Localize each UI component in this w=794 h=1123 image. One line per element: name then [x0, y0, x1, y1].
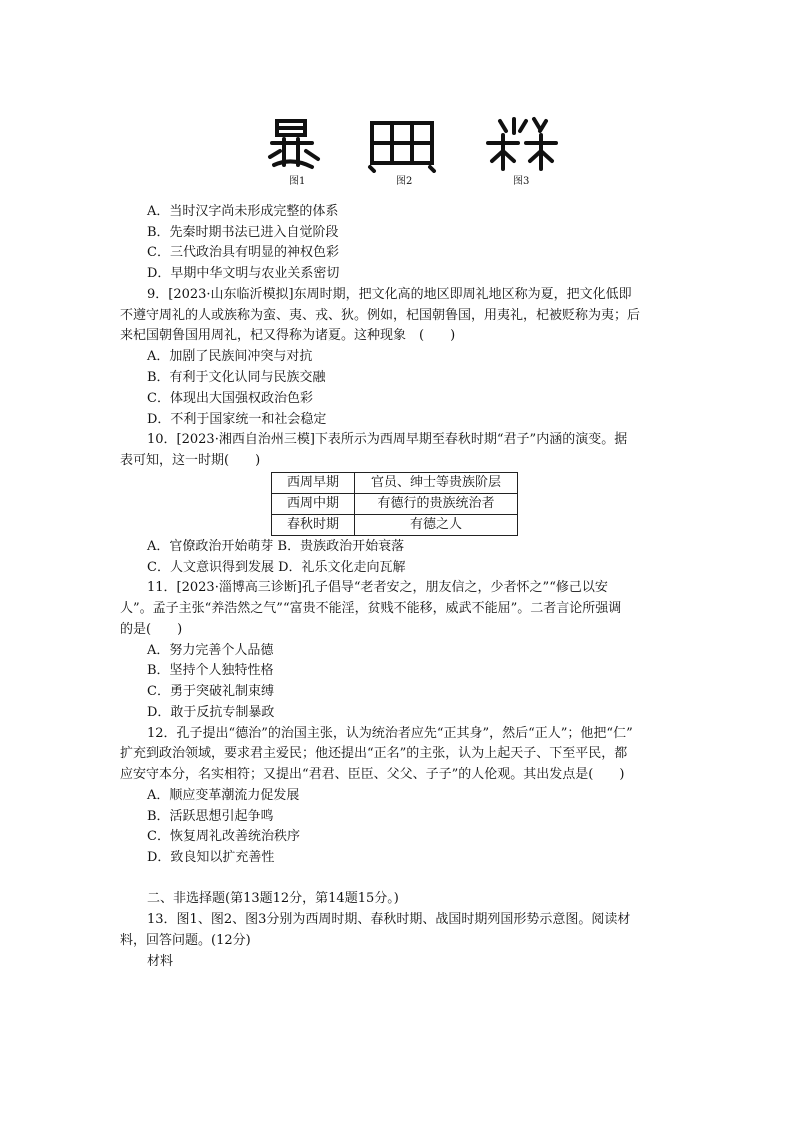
- q11-stem-line-3: 的是( ): [120, 622, 183, 637]
- meaning-cell: 有德之人: [355, 515, 518, 536]
- q12-option-d: D．致良知以扩充善性: [147, 850, 275, 865]
- meaning-cell: 有德行的贵族统治者: [355, 494, 518, 515]
- period-cell: 春秋时期: [272, 515, 355, 536]
- q10-options-ab: A．官僚政治开始萌芽 B．贵族政治开始衰落: [147, 539, 405, 554]
- q12-stem-line-3: 应安守本分，名实相符；又提出“君君、臣臣、父父、子子”的人伦观。其出发点是( ): [120, 767, 625, 782]
- q12-option-b: B．活跃思想引起争鸣: [147, 809, 274, 824]
- q12-option-c: C．恢复周礼改善统治秩序: [147, 829, 300, 844]
- section-2-heading: 二、非选择题(第13题12分，第14题15分。): [147, 891, 399, 906]
- q11-option-b: B．坚持个人独特性格: [147, 663, 274, 678]
- figure-1-label: 图1: [289, 176, 306, 187]
- ancient-script-drawing: [262, 113, 572, 173]
- table-row: [272, 515, 518, 536]
- q12-option-a: A．顺应变革潮流力促发展: [147, 788, 300, 803]
- q9-stem-line-3: 来杞国朝鲁国用周礼，杞又得称为诸夏。这种现象 ( ): [120, 328, 456, 343]
- figure-1-glyph: [270, 121, 318, 167]
- q9-option-d: D．不利于国家统一和社会稳定: [147, 412, 327, 427]
- q11-stem-line-2: 人”。孟子主张“养浩然之气”“富贵不能淫，贫贱不能移，威武不能屈”。二者言论所强调: [120, 601, 622, 616]
- table-row: [272, 494, 518, 515]
- figure-2-label: 图2: [396, 176, 413, 187]
- material-label: 材料: [147, 954, 174, 969]
- q11-stem-line-1: 11．[2023·淄博高三诊断]孔子倡导“老者安之，朋友信之，少者怀之”“修己以安: [147, 580, 608, 595]
- q9-stem-line-1: 9．[2023·山东临沂模拟]东周时期，把文化高的地区即周礼地区称为夏，把文化低即: [147, 287, 632, 302]
- q11-option-d: D．敢于反抗专制暴政: [147, 705, 275, 720]
- q9-option-a: A．加剧了民族间冲突与对抗: [147, 349, 313, 364]
- q8-option-d: D．早期中华文明与农业关系密切: [147, 266, 340, 281]
- q13-stem-line-1: 13．图1、图2、图3分别为西周时期、春秋时期、战国时期列国形势示意图。阅读材: [147, 912, 631, 927]
- period-cell: 西周早期: [272, 473, 355, 494]
- q13-stem-line-2: 料，回答问题。(12分): [120, 933, 251, 948]
- q8-option-b: B．先秦时期书法已进入自觉阶段: [147, 225, 339, 240]
- q9-option-c: C．体现出大国强权政治色彩: [147, 391, 313, 406]
- q11-option-c: C．勇于突破礼制束缚: [147, 684, 274, 699]
- q9-stem-line-2: 不遵守周礼的人或族称为蛮、夷、戎、狄。例如，杞国朝鲁国，用夷礼，杞被贬称为夷；后: [120, 308, 641, 323]
- table-row: [272, 473, 518, 494]
- meaning-cell: 官员、绅士等贵族阶层: [355, 473, 518, 494]
- period-cell: 西周中期: [272, 494, 355, 515]
- q12-stem-line-1: 12．孔子提出“德治”的治国主张，认为统治者应先“正其身”，然后“正人”；他把“仁”: [147, 726, 633, 741]
- q12-stem-line-2: 扩充到政治领域，要求君主爱民；他还提出“正名”的主张，认为上起天子、下至平民，都: [120, 746, 628, 761]
- junzi-meaning-table: [271, 472, 518, 536]
- q10-stem-line-1: 10．[2023·湘西自治州三模]下表所示为西周早期至春秋时期“君子”内涵的演变。据: [147, 432, 628, 447]
- figure-3-glyph: [488, 119, 556, 169]
- q10-stem-line-2: 表可知，这一时期( ): [120, 453, 261, 468]
- q8-option-a: A．当时汉字尚未形成完整的体系: [147, 204, 339, 219]
- q8-option-c: C．三代政治具有明显的神权色彩: [147, 245, 339, 260]
- q11-option-a: A．努力完善个人品德: [147, 643, 274, 658]
- figure-3-label: 图3: [513, 176, 530, 187]
- figure-2-glyph: [370, 123, 434, 171]
- q9-option-b: B．有利于文化认同与民族交融: [147, 370, 326, 385]
- q10-options-cd: C．人文意识得到发展 D．礼乐文化走向瓦解: [147, 560, 406, 575]
